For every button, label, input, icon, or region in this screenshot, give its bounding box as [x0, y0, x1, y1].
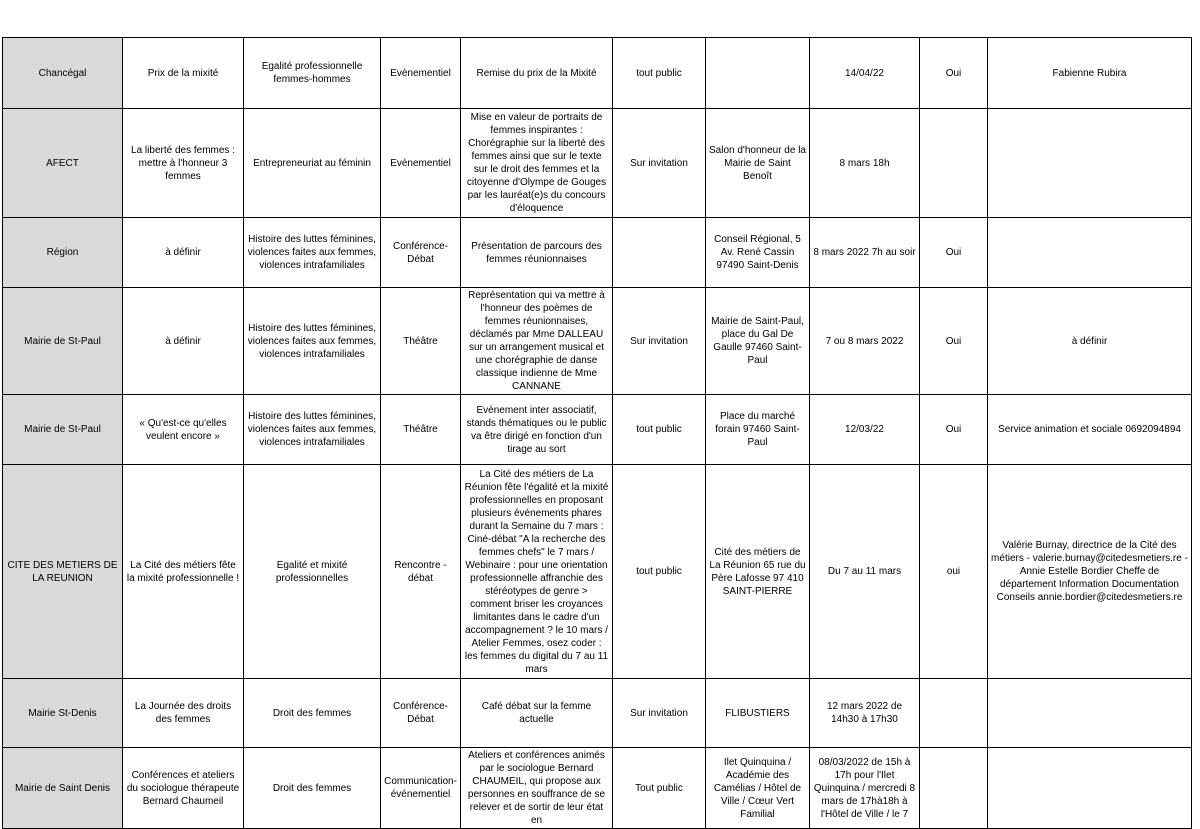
table-row — [3, 109, 1192, 218]
cell-audience: Tout public — [613, 748, 706, 829]
cell-title: « Qu'est-ce qu'elles veulent encore » — [123, 395, 244, 465]
cell-contact: Service animation et sociale 0692094894 — [988, 395, 1192, 465]
cell-location: Ilet Quinquina / Académie des Camélias / Hôtel de Ville / Cœur Vert Familial — [706, 748, 810, 829]
cell-type: Evènementiel — [381, 38, 461, 109]
table-row — [3, 288, 1192, 395]
cell-theme: Entrepreneuriat au féminin — [244, 109, 381, 218]
cell-type: Théâtre — [381, 395, 461, 465]
cell-registration: Oui — [920, 395, 988, 465]
cell-contact — [988, 679, 1192, 748]
cell-title: La Cité des métiers fête la mixité professionnelle ! — [123, 465, 244, 679]
cell-description: Evènement inter associatif, stands thématiques ou le public va être dirigé en fonction d'un tirage au sort — [461, 395, 613, 465]
cell-type: Rencontre - débat — [381, 465, 461, 679]
table-row — [3, 218, 1192, 288]
cell-audience: Sur invitation — [613, 109, 706, 218]
cell-description: Représentation qui va mettre à l'honneur des poèmes de femmes réunionnaises, déclamés par Mme DALLEAU sur un arrangement musical et une chorégraphie de danse classique indienne de Mme CANNANE — [461, 288, 613, 395]
cell-location: FLIBUSTIERS — [706, 679, 810, 748]
cell-theme: Histoire des luttes féminines, violences faites aux femmes, violences intrafamiliales — [244, 395, 381, 465]
cell-location: Salon d'honneur de la Mairie de Saint Benoît — [706, 109, 810, 218]
cell-theme: Droit des femmes — [244, 679, 381, 748]
cell-description: Café débat sur la femme actuelle — [461, 679, 613, 748]
cell-location: Cité des métiers de La Réunion 65 rue du Père Lafosse 97 410 SAINT-PIERRE — [706, 465, 810, 679]
cell-title: Conférences et ateliers du sociologue thérapeute Bernard Chaumeil — [123, 748, 244, 829]
cell-organizer: Mairie de St-Paul — [3, 395, 123, 465]
cell-title: à définir — [123, 288, 244, 395]
cell-theme: Droit des femmes — [244, 748, 381, 829]
cell-type: Conférence-Débat — [381, 218, 461, 288]
cell-organizer: Mairie St-Denis — [3, 679, 123, 748]
cell-theme: Histoire des luttes féminines, violences faites aux femmes, violences intrafamiliales — [244, 218, 381, 288]
cell-description: Remise du prix de la Mixité — [461, 38, 613, 109]
cell-description: Ateliers et conférences animés par le sociologue Bernard CHAUMEIL, qui propose aux personnes en souffrance de se relever et de sortir de leur état en — [461, 748, 613, 829]
cell-type: Théâtre — [381, 288, 461, 395]
cell-location: Conseil Régional, 5 Av. René Cassin 97490 Saint-Denis — [706, 218, 810, 288]
table-row — [3, 465, 1192, 679]
cell-contact — [988, 109, 1192, 218]
cell-title: La Journée des droits des femmes — [123, 679, 244, 748]
cell-date: 14/04/22 — [810, 38, 920, 109]
cell-registration: Oui — [920, 288, 988, 395]
cell-title: La liberté des femmes : mettre à l'honneur 3 femmes — [123, 109, 244, 218]
cell-organizer: Mairie de Saint Denis — [3, 748, 123, 829]
cell-date: 8 mars 18h — [810, 109, 920, 218]
table-row — [3, 38, 1192, 109]
cell-audience: tout public — [613, 465, 706, 679]
cell-type: Evènementiel — [381, 109, 461, 218]
cell-date: 12/03/22 — [810, 395, 920, 465]
cell-contact — [988, 218, 1192, 288]
events-table — [2, 37, 1192, 829]
cell-organizer: CITE DES METIERS DE LA REUNION — [3, 465, 123, 679]
cell-date: 8 mars 2022 7h au soir — [810, 218, 920, 288]
cell-date: 08/03/2022 de 15h à 17h pour l'Ilet Quinquina / mercredi 8 mars de 17hà18h à l'Hôtel de Ville / le 7 — [810, 748, 920, 829]
cell-description: Mise en valeur de portraits de femmes inspirantes : Chorégraphie sur la liberté des femmes ainsi que sur le texte sur le droit des femmes et la citoyenne d'Olympe de Gouges par les lauréat(e)s du concours d'éloquence — [461, 109, 613, 218]
cell-audience: Sur invitation — [613, 288, 706, 395]
cell-audience — [613, 218, 706, 288]
cell-title: Prix de la mixité — [123, 38, 244, 109]
cell-registration — [920, 109, 988, 218]
table-row — [3, 679, 1192, 748]
cell-theme: Egalité professionnelle femmes-hommes — [244, 38, 381, 109]
cell-audience: Sur invitation — [613, 679, 706, 748]
cell-type: Communication-événementiel — [381, 748, 461, 829]
table-row — [3, 395, 1192, 465]
table-body — [3, 38, 1192, 829]
cell-contact: Valérie Burnay, directrice de la Cité des métiers - valerie.burnay@citedesmetiers.re - Annie Estelle Bordier Cheffe de département Information Documentation Conseils annie.bordier@citedesmetiers.re — [988, 465, 1192, 679]
cell-location: Mairie de Saint-Paul, place du Gal De Gaulle 97460 Saint-Paul — [706, 288, 810, 395]
cell-date: 7 ou 8 mars 2022 — [810, 288, 920, 395]
cell-description: La Cité des métiers de La Réunion fête l'égalité et la mixité professionnelles en proposant plusieurs événements phares durant la Semaine du 7 mars : Ciné-débat "A la recherche des femmes chefs" le 7 mars / Webinaire : pour une orientation professionnelle affranchie des stéréotypes de genre > comment briser les croyances limitantes dans le cadre d'un accompagnement ? le 10 mars / Atelier Femmes, osez coder : les femmes du digital du 7 au 11 mars — [461, 465, 613, 679]
cell-title: à définir — [123, 218, 244, 288]
cell-registration: Oui — [920, 218, 988, 288]
cell-organizer: Mairie de St-Paul — [3, 288, 123, 395]
cell-description: Présentation de parcours des femmes réunionnaises — [461, 218, 613, 288]
cell-theme: Egalité et mixité professionnelles — [244, 465, 381, 679]
cell-contact — [988, 748, 1192, 829]
cell-theme: Histoire des luttes féminines, violences faites aux femmes, violences intrafamiliales — [244, 288, 381, 395]
cell-registration: Oui — [920, 38, 988, 109]
cell-contact: à définir — [988, 288, 1192, 395]
cell-type: Conférence-Débat — [381, 679, 461, 748]
cell-contact: Fabienne Rubira — [988, 38, 1192, 109]
table-row — [3, 748, 1192, 829]
cell-registration: oui — [920, 465, 988, 679]
cell-organizer: Région — [3, 218, 123, 288]
cell-organizer: Chancégal — [3, 38, 123, 109]
cell-location: Place du marché forain 97460 Saint-Paul — [706, 395, 810, 465]
cell-registration — [920, 679, 988, 748]
cell-audience: tout public — [613, 395, 706, 465]
cell-location — [706, 38, 810, 109]
cell-audience: tout public — [613, 38, 706, 109]
cell-date: Du 7 au 11 mars — [810, 465, 920, 679]
cell-organizer: AFECT — [3, 109, 123, 218]
cell-date: 12 mars 2022 de 14h30 à 17h30 — [810, 679, 920, 748]
cell-registration — [920, 748, 988, 829]
